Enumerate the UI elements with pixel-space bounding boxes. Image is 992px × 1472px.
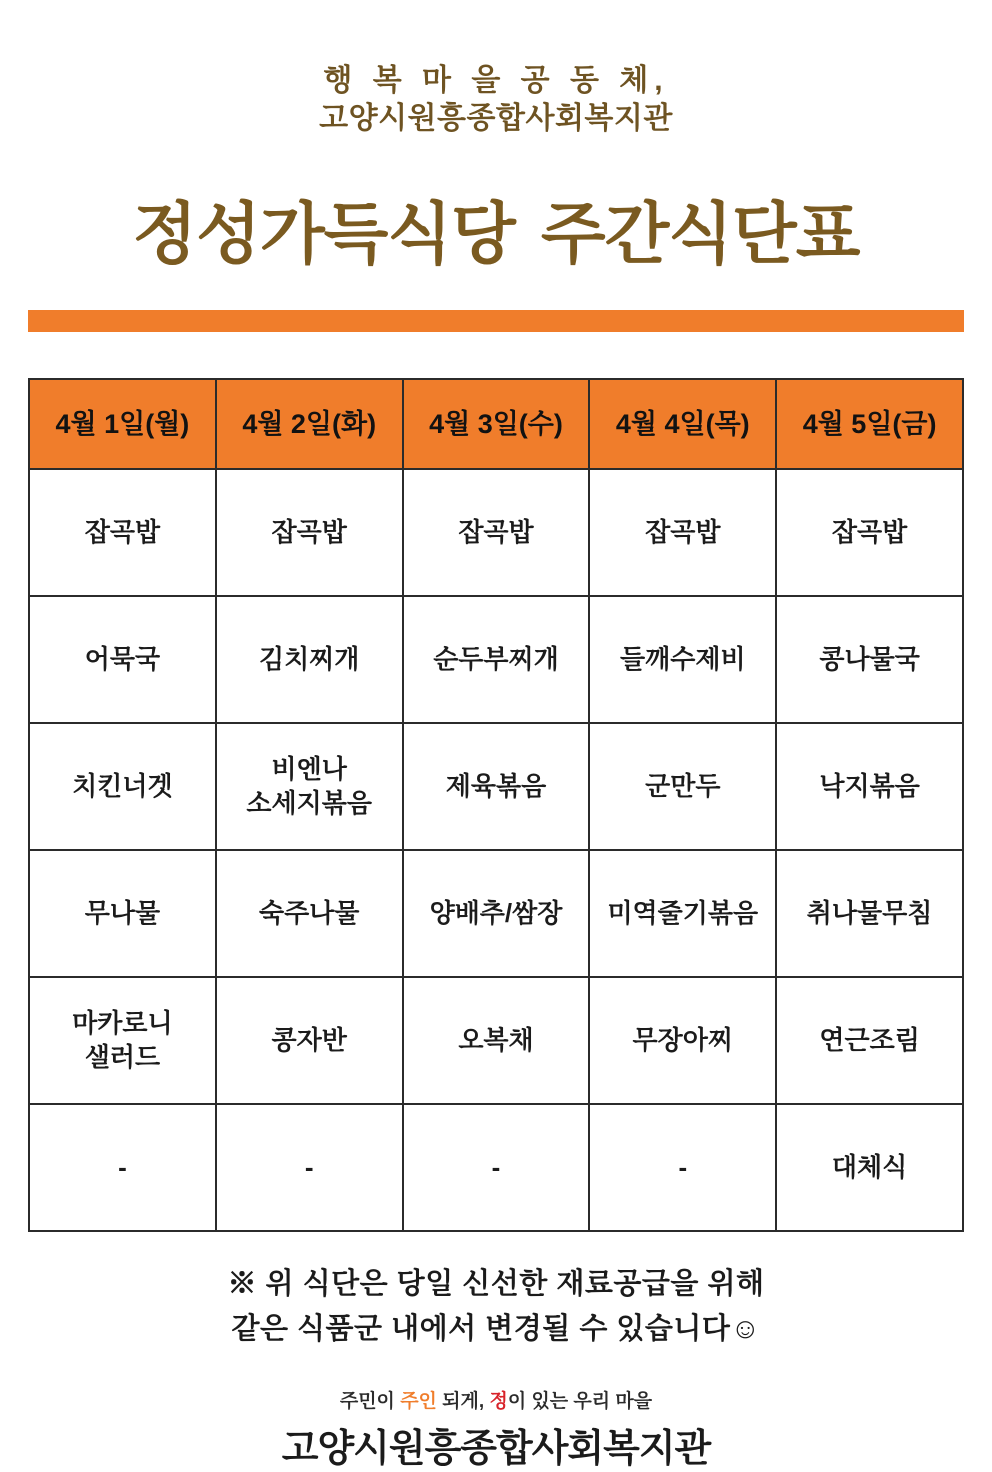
menu-cell xyxy=(589,1104,776,1231)
menu-cell xyxy=(29,596,216,723)
table-row xyxy=(29,850,963,977)
table-row xyxy=(29,1104,963,1231)
footer-logo xyxy=(0,1386,992,1472)
column-header-friday: 4월 5일(금) xyxy=(776,379,963,469)
menu-item: - xyxy=(491,1151,501,1182)
menu-cell xyxy=(29,850,216,977)
slogan-highlight-1: 주인 xyxy=(400,1390,437,1412)
menu-item: 오복채 xyxy=(458,1024,534,1055)
menu-cell xyxy=(216,723,403,850)
menu-cell xyxy=(589,723,776,850)
menu-cell xyxy=(589,596,776,723)
menu-cell xyxy=(589,977,776,1104)
menu-item: 마카로니 xyxy=(72,1008,173,1039)
menu-cell xyxy=(776,596,963,723)
orange-divider-bar xyxy=(28,310,964,332)
table-row xyxy=(29,596,963,723)
column-header-monday: 4월 1일(월) xyxy=(29,379,216,469)
menu-item: 콩자반 xyxy=(271,1024,347,1055)
table-body xyxy=(29,469,963,1231)
menu-item: 군만두 xyxy=(645,770,721,801)
menu-item: - xyxy=(118,1151,127,1182)
menu-item: 양배추/쌈장 xyxy=(429,897,563,928)
slogan-highlight-2: 정 xyxy=(489,1390,508,1412)
menu-cell xyxy=(776,723,963,850)
menu-cell xyxy=(403,723,590,850)
menu-item: 무나물 xyxy=(84,897,161,928)
menu-item: 무장아찌 xyxy=(632,1024,734,1055)
menu-item: 치킨너겟 xyxy=(72,770,173,801)
menu-item-line2: 샐러드 xyxy=(84,1041,161,1072)
menu-item: 잡곡밥 xyxy=(271,516,347,547)
menu-cell xyxy=(29,469,216,596)
menu-cell xyxy=(29,1104,216,1231)
menu-cell xyxy=(29,977,216,1104)
menu-item: 잡곡밥 xyxy=(458,516,534,547)
menu-item: 제육볶음 xyxy=(445,770,547,801)
organization-header xyxy=(0,0,992,137)
menu-item: 대체식 xyxy=(831,1151,908,1182)
table-row xyxy=(29,469,963,596)
slogan-mid: 되게, xyxy=(436,1390,490,1412)
org-name-line: 고양시원흥종합사회복지관 xyxy=(319,101,673,135)
menu-cell xyxy=(216,596,403,723)
page-title xyxy=(0,181,992,277)
menu-item: 잡곡밥 xyxy=(645,516,721,547)
menu-item: 잡곡밥 xyxy=(831,516,908,547)
table-row xyxy=(29,977,963,1104)
menu-cell xyxy=(216,850,403,977)
menu-cell xyxy=(403,850,590,977)
menu-cell xyxy=(776,469,963,596)
menu-item: 비엔나 xyxy=(271,754,347,785)
menu-item: - xyxy=(678,1151,688,1182)
org-community-line: 행 복 마 을 공 동 체, xyxy=(323,64,669,97)
menu-item: 연근조림 xyxy=(819,1024,920,1055)
column-header-tuesday: 4월 2일(화) xyxy=(216,379,403,469)
menu-item: - xyxy=(304,1151,314,1182)
notice-line-1: ※ 위 식단은 당일 신선한 재료공급을 위해 xyxy=(227,1268,765,1300)
menu-cell xyxy=(589,469,776,596)
menu-item: 낙지볶음 xyxy=(819,770,920,801)
menu-cell xyxy=(216,1104,403,1231)
page-title-part1: 정성가득식당 xyxy=(132,197,515,272)
weekly-menu-table xyxy=(28,378,964,1232)
menu-cell xyxy=(776,1104,963,1231)
table-header-row xyxy=(29,379,963,469)
menu-item: 잡곡밥 xyxy=(84,516,161,547)
menu-cell xyxy=(403,469,590,596)
notice-line-2: 같은 식품군 내에서 변경될 수 있습니다☺ xyxy=(231,1312,761,1345)
menu-cell xyxy=(216,469,403,596)
footer-slogan xyxy=(0,1386,992,1413)
table-header xyxy=(29,379,963,469)
slogan-post: 이 있는 우리 마을 xyxy=(507,1390,653,1412)
menu-notice xyxy=(56,1262,936,1352)
menu-cell xyxy=(776,977,963,1104)
weekly-menu-table-wrapper xyxy=(28,378,964,1232)
menu-cell xyxy=(403,1104,590,1231)
menu-cell xyxy=(776,850,963,977)
menu-cell xyxy=(29,723,216,850)
menu-cell xyxy=(216,977,403,1104)
menu-item: 미역줄기볶음 xyxy=(607,897,759,928)
menu-item: 콩나물국 xyxy=(819,643,920,674)
table-row xyxy=(29,723,963,850)
page-title-part2: 주간식단표 xyxy=(540,197,860,272)
menu-item: 어묵국 xyxy=(84,643,161,674)
menu-item: 취나물무침 xyxy=(806,897,933,928)
footer-organization-name: 고양시원흥종합사회복지관 xyxy=(281,1427,711,1470)
menu-item: 들깨수제비 xyxy=(619,643,746,674)
menu-cell xyxy=(403,596,590,723)
menu-item: 순두부찌개 xyxy=(433,643,559,674)
menu-cell xyxy=(403,977,590,1104)
column-header-wednesday: 4월 3일(수) xyxy=(403,379,590,469)
slogan-pre: 주민이 xyxy=(339,1390,401,1412)
menu-item-line2: 소세지볶음 xyxy=(246,787,372,818)
menu-item: 숙주나물 xyxy=(258,897,360,928)
column-header-thursday: 4월 4일(목) xyxy=(589,379,776,469)
menu-item: 김치찌개 xyxy=(258,643,360,674)
menu-cell xyxy=(589,850,776,977)
